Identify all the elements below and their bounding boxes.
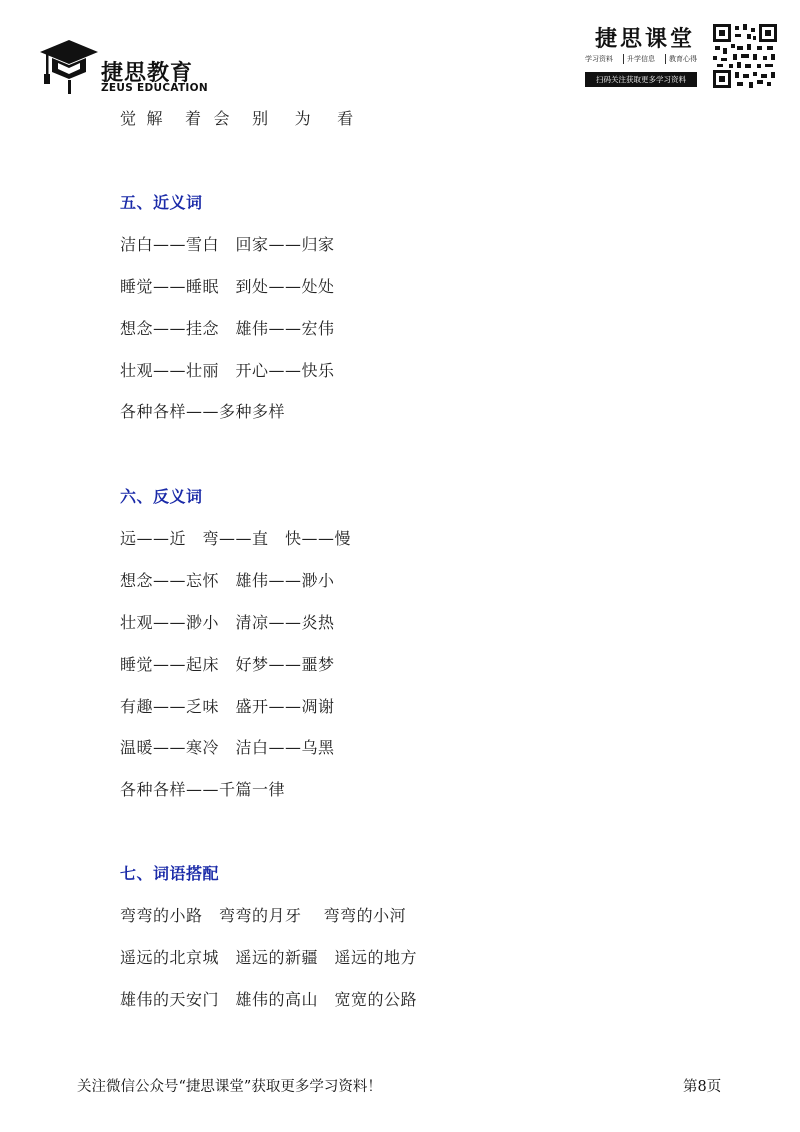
antonym-line: 温暖——寒冷 洁白——乌黑 [120, 738, 335, 757]
antonym-line: 各种各样——千篇一律 [120, 780, 286, 799]
ketang-brand [585, 22, 700, 90]
antonym-line: 远——近 弯——直 快——慢 [120, 529, 352, 548]
ketang-tag: 升学信息 [623, 54, 655, 64]
graduation-cap-logo-icon [38, 38, 100, 98]
antonym-line: 有趣——乏味 盛开——凋谢 [120, 697, 335, 716]
page-number: 第8页 [683, 1079, 722, 1095]
ketang-tags [585, 54, 697, 64]
character: 觉 [120, 109, 137, 128]
character: 别 [252, 109, 269, 128]
synonym-line: 壮观——壮丽 开心——快乐 [120, 361, 335, 380]
synonym-line: 各种各样——多种多样 [120, 402, 286, 421]
synonym-line: 睡觉——睡眠 到处——处处 [120, 277, 335, 296]
collocation-line: 遥远的北京城 遥远的新疆 遥远的地方 [120, 948, 418, 967]
collocation-line: 弯弯的小路 弯弯的月牙 弯弯的小河 [120, 906, 407, 925]
character: 会 [213, 109, 231, 128]
section-heading-antonyms: 六、反义词 [120, 487, 203, 506]
qr-code-icon[interactable] [713, 24, 777, 88]
ketang-title: 捷思课堂 [595, 26, 696, 52]
synonym-line: 想念——挂念 雄伟——宏伟 [120, 319, 335, 338]
character: 看 [337, 109, 354, 128]
section-heading-collocations: 七、词语搭配 [120, 864, 220, 883]
antonym-line: 壮观——渺小 清凉——炎热 [120, 613, 335, 632]
character-list [120, 109, 354, 129]
logo-english-name: ZEUS EDUCATION [101, 82, 208, 94]
footer-promo-text: 关注微信公众号“捷思课堂”获取更多学习资料！ [77, 1079, 382, 1095]
ketang-tag: 学习资料 [585, 55, 613, 63]
antonym-line: 睡觉——起床 好梦——噩梦 [120, 655, 335, 674]
zeus-education-logo [38, 38, 208, 98]
character: 为 [294, 109, 312, 128]
character: 着 [185, 109, 202, 128]
antonym-line: 想念——忘怀 雄伟——渺小 [120, 571, 335, 590]
synonym-line: 洁白——雪白 回家——归家 [120, 235, 335, 254]
section-heading-synonyms: 五、近义词 [120, 193, 203, 212]
ketang-scan-banner: 扫码关注获取更多学习资料 [585, 72, 697, 87]
logo-chinese-name: 捷思教育 [101, 61, 194, 86]
character: 解 [146, 109, 164, 128]
ketang-tag: 教育心得 [665, 54, 697, 64]
collocation-line: 雄伟的天安门 雄伟的高山 宽宽的公路 [120, 990, 418, 1009]
